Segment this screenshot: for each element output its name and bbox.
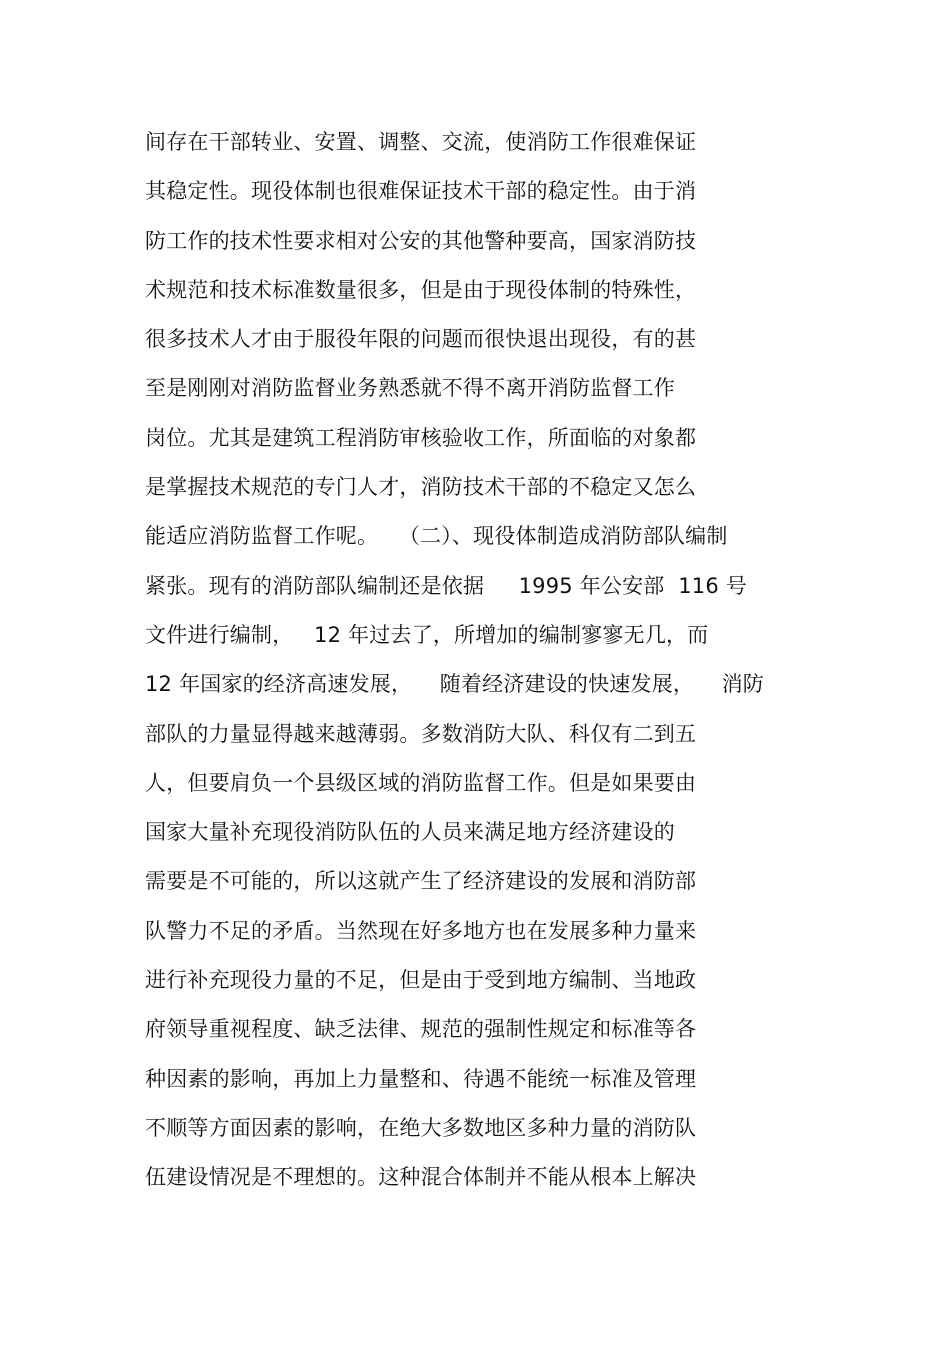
text-line: 间存在干部转业、安置、调整、交流，使消防工作很难保证 bbox=[145, 130, 697, 154]
text-line: 队警力不足的矛盾。当然现在好多地方也在发展多种力量来 bbox=[145, 918, 697, 943]
text-line: 能适应消防监督工作呢。 （二）、现役体制造成消防部队编制 bbox=[145, 524, 728, 549]
text-line: 术规范和技术标准数量很多，但是由于现役体制的特殊性， bbox=[145, 277, 697, 302]
text-line: 岗位。尤其是建筑工程消防审核验收工作，所面临的对象都 bbox=[145, 425, 697, 450]
text-line: 是掌握技术规范的专门人才，消防技术干部的不稳定又怎么 bbox=[145, 475, 697, 500]
text-line: 国家大量补充现役消防队伍的人员来满足地方经济建设的 bbox=[145, 820, 675, 845]
text-line: 伍建设情况是不理想的。这种混合体制并不能从根本上解决 bbox=[145, 1165, 697, 1190]
text-line: 部队的力量显得越来越薄弱。多数消防大队、科仅有二到五 bbox=[145, 721, 697, 746]
body-text bbox=[145, 120, 845, 1205]
text-line: 种因素的影响，再加上力量整和、待遇不能统一标准及管理 bbox=[145, 1066, 697, 1091]
text-line: 需要是不可能的，所以这就产生了经济建设的发展和消防部 bbox=[145, 869, 697, 894]
text-line: 防工作的技术性要求相对公安的其他警种要高，国家消防技 bbox=[145, 228, 697, 253]
text-line: 其稳定性。现役体制也很难保证技术干部的稳定性。由于消 bbox=[145, 179, 697, 204]
text-line: 12 年国家的经济高速发展， 随着经济建设的快速发展， 消防 bbox=[145, 672, 764, 697]
text-line: 人，但要肩负一个县级区域的消防监督工作。但是如果要由 bbox=[145, 770, 697, 795]
text-line: 进行补充现役力量的不足，但是由于受到地方编制、当地政 bbox=[145, 968, 697, 993]
text-line: 紧张。现有的消防部队编制还是依据 1995 年公安部 116 号 bbox=[145, 573, 748, 598]
text-line: 文件进行编制， 12 年过去了，所增加的编制寥寥无几，而 bbox=[145, 622, 709, 647]
text-line: 不顺等方面因素的影响，在绝大多数地区多种力量的消防队 bbox=[145, 1115, 697, 1140]
text-line: 府领导重视程度、缺乏法律、规范的强制性规定和标准等各 bbox=[145, 1017, 697, 1042]
text-line: 至是刚刚对消防监督业务熟悉就不得不离开消防监督工作 bbox=[145, 376, 675, 401]
text-line: 很多技术人才由于服役年限的问题而很快退出现役，有的甚 bbox=[145, 327, 697, 352]
